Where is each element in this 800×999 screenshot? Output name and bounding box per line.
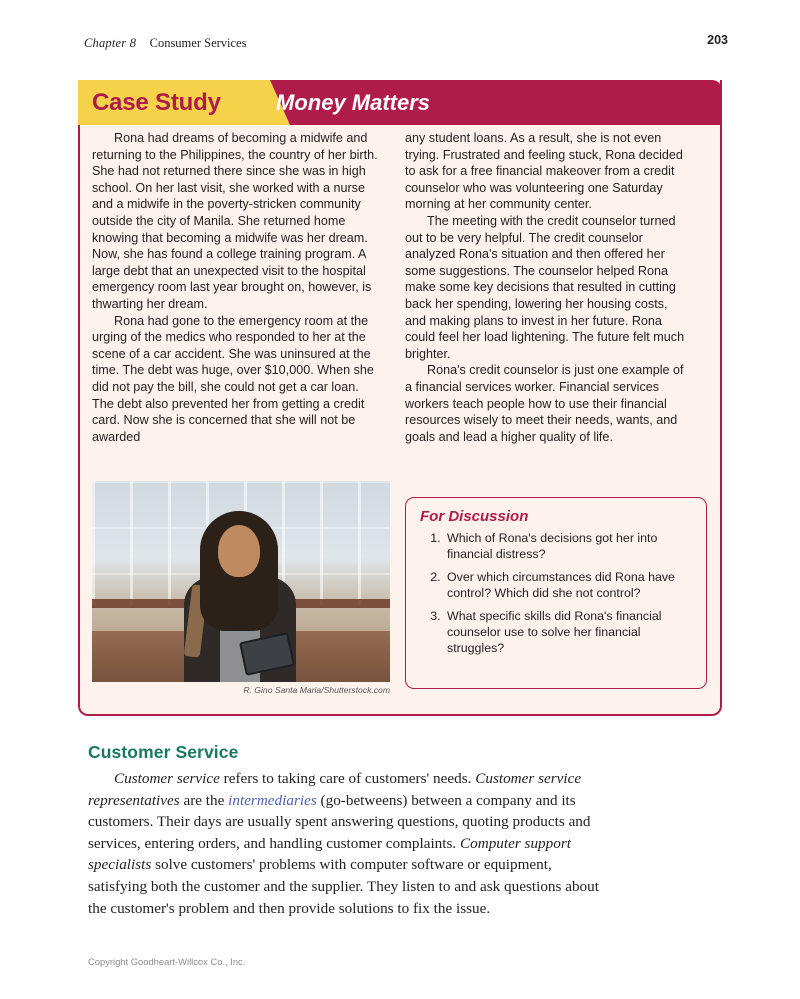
running-head-chapter: Chapter 8	[84, 36, 137, 50]
case-study-right-column	[405, 130, 692, 445]
running-head-chapter-title: Consumer Services	[149, 36, 247, 50]
list-item: 2. Over which circumstances did Rona have control? Which did she not control?	[444, 569, 690, 602]
term-intermediaries: intermediaries	[228, 791, 317, 809]
list-item: 3. What specific skills did Rona's financial counselor use to solve her financial struggles?	[444, 608, 690, 657]
photo-credit: R. Gino Santa Maria/Shutterstock.com	[243, 685, 390, 695]
paragraph: any student loans. As a result, she is not even trying. Frustrated and feeling stuck, Rona decided to ask for a free financial makeover from a credit counselor who was volunteering one Saturday morning at her community center.	[405, 131, 683, 212]
paragraph: Rona had gone to the emergency room at the urging of the medics who responded to her at the scene of a car accident. She was uninsured at the time. The debt was huge, over $10,000. When she did not pay the bill, she could not get a car loan. The debt also prevented her from getting a credit card. Now she is concerned that she will not be awarded	[92, 313, 374, 444]
running-head	[84, 34, 728, 52]
list-item: 1. Which of Rona's decisions got her into financial distress?	[444, 530, 690, 563]
paragraph: Rona had dreams of becoming a midwife and returning to the Philippines, the country of her birth. She had not returned there since she was in high school. On her last visit, she worked with a nurse and a midwife in the poverty-stricken community outside the city of Manila. She returned home knowing that becoming a midwife was her dream. Now, she has found a college training program. A large debt that an unexpected visit to the hospital emergency room last year brought on, however, is thwarting her dream.	[92, 131, 378, 311]
text-fragment: refers to taking care of customers' needs.	[219, 770, 476, 787]
section-heading: Customer Service	[88, 742, 239, 762]
case-study-left-column	[92, 130, 379, 445]
case-study-header	[78, 80, 722, 125]
section-body	[88, 768, 606, 919]
for-discussion-heading: For Discussion	[420, 508, 529, 525]
paragraph: Rona's credit counselor is just one example of a financial services worker. Financial services workers teach people how to use their financial resources wisely to meet their needs, wants, and goals and lead a higher quality of life.	[405, 363, 684, 444]
term-customer-service-representatives: Customer service representatives	[88, 770, 582, 809]
text-fragment: solve customers' problems with computer software or equipment, satisfying both the customer and the supplier. They listen to and ask questions about the customer's problem and then provide solutions to fix the issue.	[88, 856, 599, 917]
text-fragment: (go-betweens) between a company and its customers. Their days are usually spent answering questions, quoting products and services, entering orders, and handling customer complaints.	[88, 791, 591, 852]
copyright-notice: Copyright Goodheart-Willcox Co., Inc.	[88, 956, 246, 967]
term-customer-service: Customer service	[114, 770, 220, 787]
case-study-label: Case Study	[92, 89, 221, 116]
term-computer-support-specialists: Computer support specialists	[88, 834, 571, 874]
page-number: 203	[707, 33, 728, 47]
photo-person-face	[218, 525, 260, 577]
for-discussion-list	[406, 530, 706, 657]
case-study-title: Money Matters	[276, 90, 431, 115]
case-study-photo	[92, 481, 390, 682]
paragraph	[88, 768, 606, 919]
paragraph: The meeting with the credit counselor turned out to be very helpful. The credit counselor analyzed Rona's situation and then offered her some suggestions. The counselor helped Rona make some key decisions that resulted in cutting back her spending, lowering her housing costs, and making plans to invest in her future. Rona could feel her load lightening. The future felt much brighter.	[405, 213, 685, 361]
text-fragment: are the	[179, 791, 229, 809]
for-discussion-box	[405, 497, 707, 689]
